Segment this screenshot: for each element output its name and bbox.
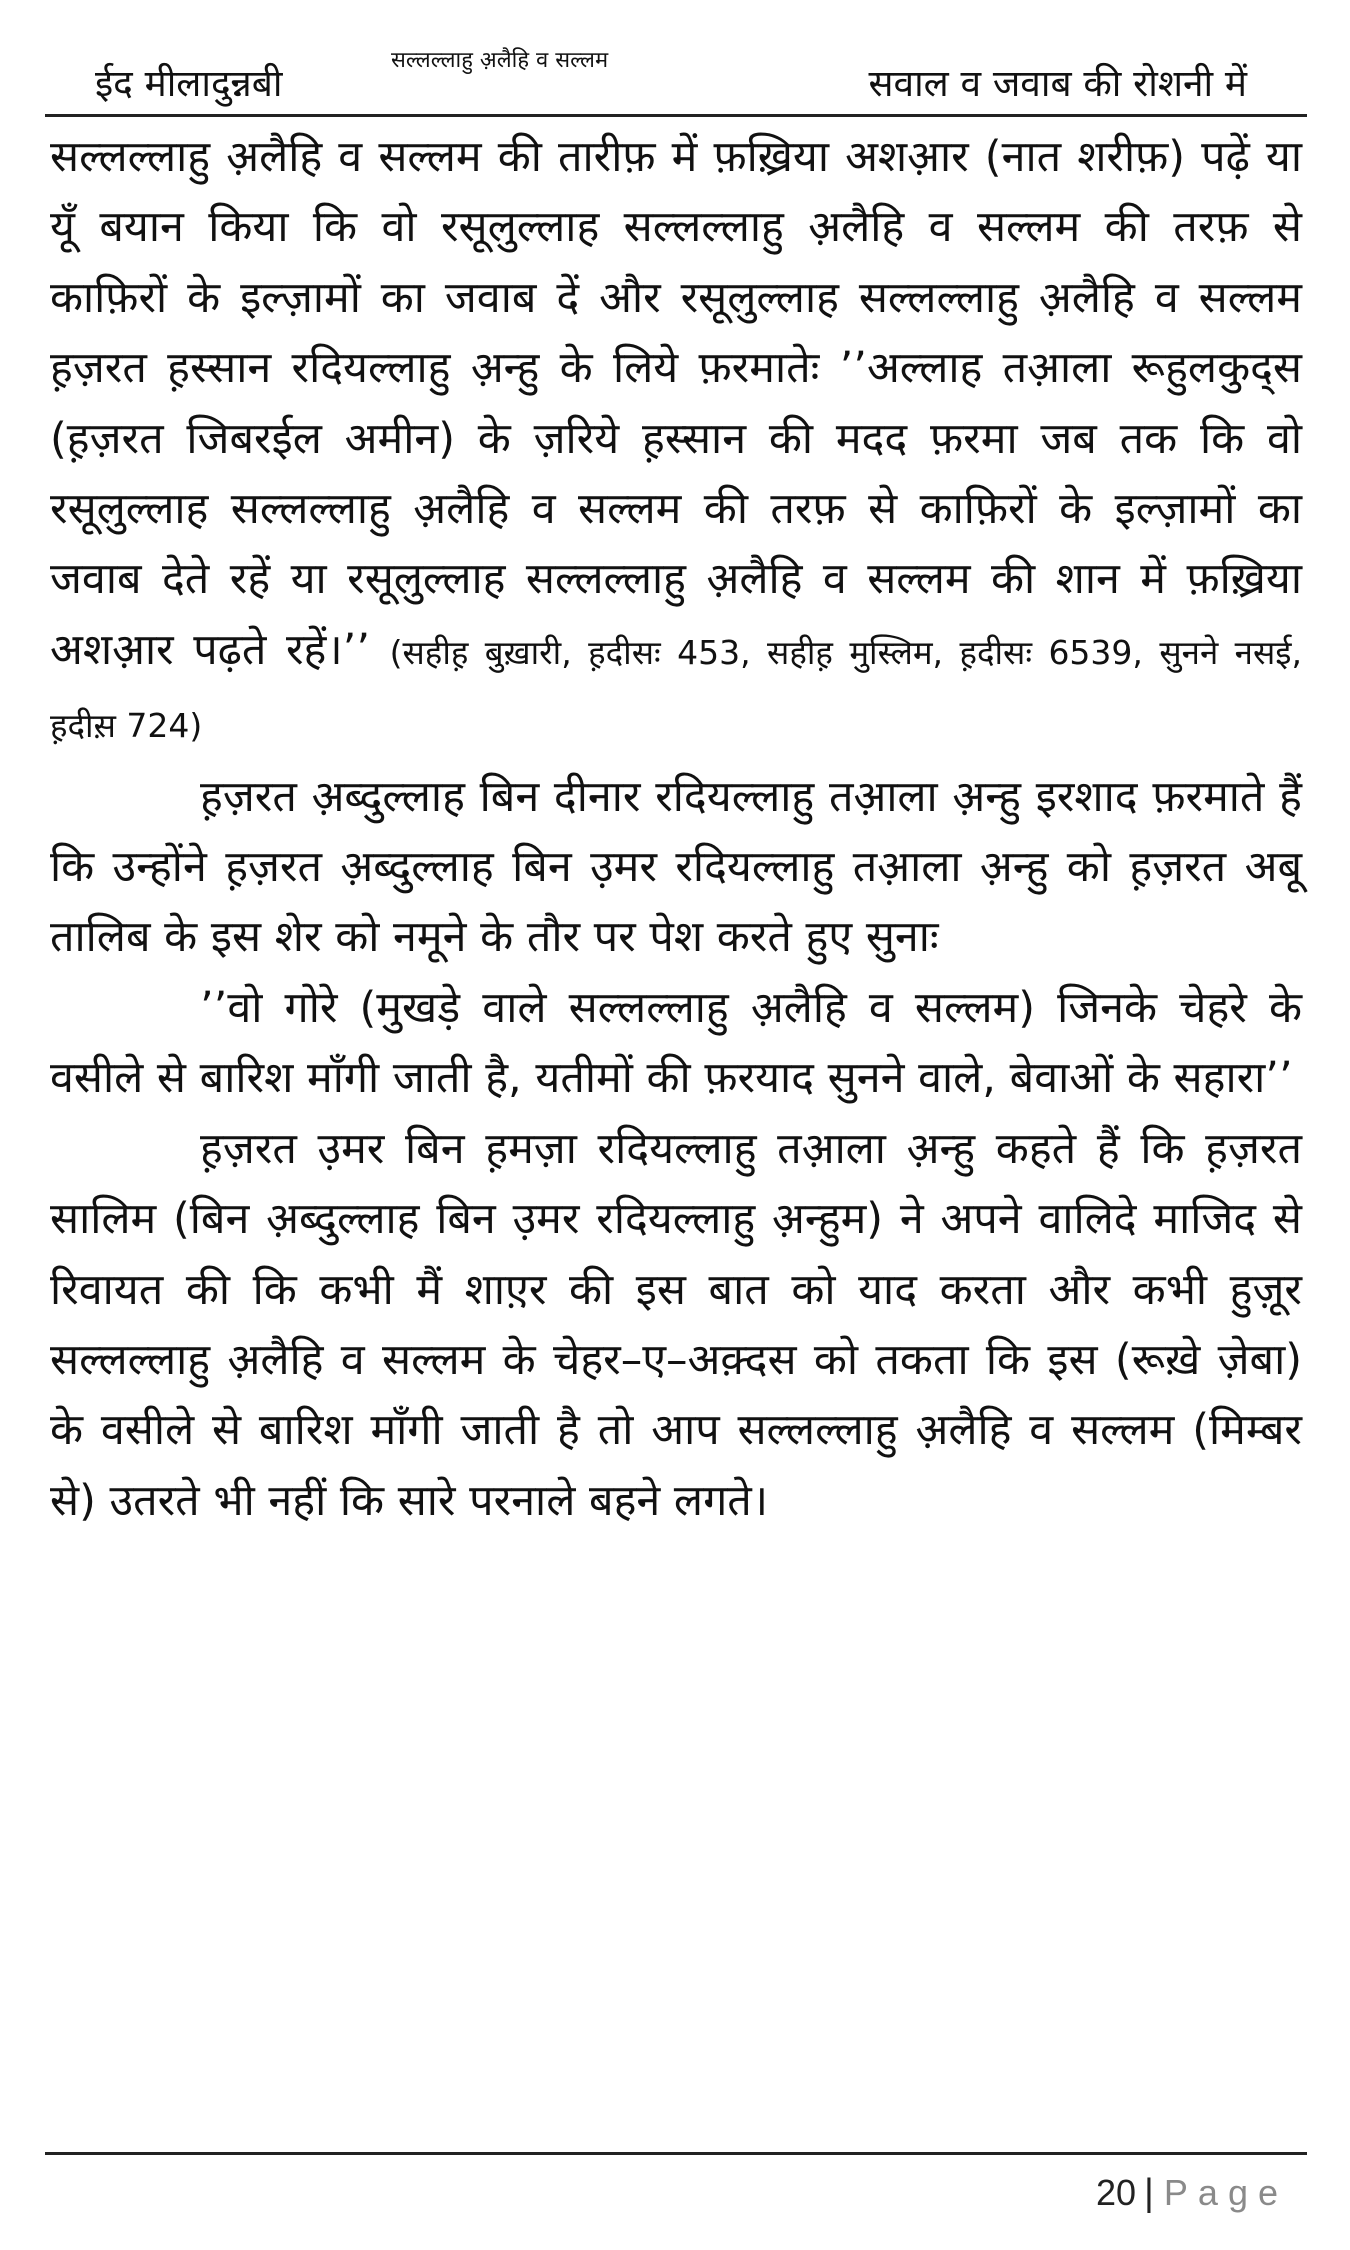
page-label: Page (1163, 2172, 1288, 2213)
header-subtitle: सवाल व जवाब की रोशनी में (868, 62, 1247, 105)
header-book-title: ईद मीलादुन्नबी (95, 62, 283, 105)
paragraph-1-citation: (सहीह़ बुख़ारी, ह़दीसः 453, सहीह़ मुस्लिम, ह़दीसः 6539, सुनने नसई, ह़दीस़ 724) (50, 632, 1302, 746)
main-text (50, 122, 1302, 1536)
header-divider (45, 114, 1307, 117)
page-footer (1096, 2168, 1288, 2218)
paragraph-1-text: सल्लल्लाहु अ़लैहि व सल्लम की तारीफ़ में फ़ख़्रिया अशआ़र (नात शरीफ़) पढ़ें या यूँ बयान किया कि वो रसूलुल्लाह सल्लल्लाहु अ़लैहि व सल्लम की तरफ़ से काफ़िरों के इल्ज़ामों का जवाब दें और रसूलुल्लाह सल्लल्लाहु अ़लैहि व सल्लम ह़ज़रत ह़स्सान रदियल्लाहु अ़न्हु के लिये फ़रमातेः ’’अल्लाह तआ़ला रूहुलकुद्स (ह़ज़रत जिबरईल अमीन) के ज़रिये ह़स्सान की मदद फ़रमा जब तक कि वो रसूलुल्लाह सल्लल्लाहु अ़लैहि व सल्लम की तरफ़ से काफ़िरों के इल्ज़ामों का जवाब देते रहें या रसूलुल्लाह सल्लल्लाहु अ़लैहि व सल्लम की शान में फ़ख़्रिया अशआ़र पढ़ते रहें।’’ (50, 132, 1302, 675)
paragraph-1 (50, 122, 1302, 762)
footer-separator: | (1144, 2172, 1154, 2214)
paragraph-2: ह़ज़रत अ़ब्दुल्लाह बिन दीनार रदियल्लाहु तआ़ला अ़न्हु इरशाद फ़रमाते हैं कि उन्होंने ह़ज़रत अ़ब्दुल्लाह बिन उ़मर रदियल्लाहु तआ़ला अ़न्हु को ह़ज़रत अबू तालिब के इस शेर को नमूने के तौर पर पेश करते हुए सुनाः (50, 771, 1302, 963)
paragraph-4: ह़ज़रत उ़मर बिन ह़मज़ा रदियल्लाहु तआ़ला अ़न्हु कहते हैं कि ह़ज़रत सालिम (बिन अ़ब्दुल्लाह बिन उ़मर रदियल्लाहु अ़न्हुम) ने अपने वालिदे माजिद से रिवायत की कि कभी मैं शाए़र की इस बात को याद करता और कभी हुज़ूर सल्लल्लाहु अ़लैहि व सल्लम के चेहर–ए–अक़्दस को तकता कि इस (रूख़े ज़ेबा) के वसीले से बारिश माँगी जाती है तो आप सल्लल्लाहु अ़लैहि व सल्लम (मिम्बर से) उतरते भी नहीं कि सारे परनाले बहने लगते। (50, 1123, 1302, 1526)
running-header (45, 38, 1307, 110)
paragraph-3-verse: ’’वो गोरे (मुखड़े वाले सल्लल्लाहु अ़लैहि व सल्लम) जिनके चेहरे के वसीले से बारिश माँगी जाती है, यतीमों की फ़रयाद सुनने वाले, बेवाओं के सहारा’’ (50, 982, 1302, 1104)
footer-divider (45, 2152, 1307, 2155)
page-number: 20 (1096, 2172, 1137, 2213)
header-honorific: सल्लल्लाहु अ़लैहि व सल्लम (391, 48, 609, 73)
